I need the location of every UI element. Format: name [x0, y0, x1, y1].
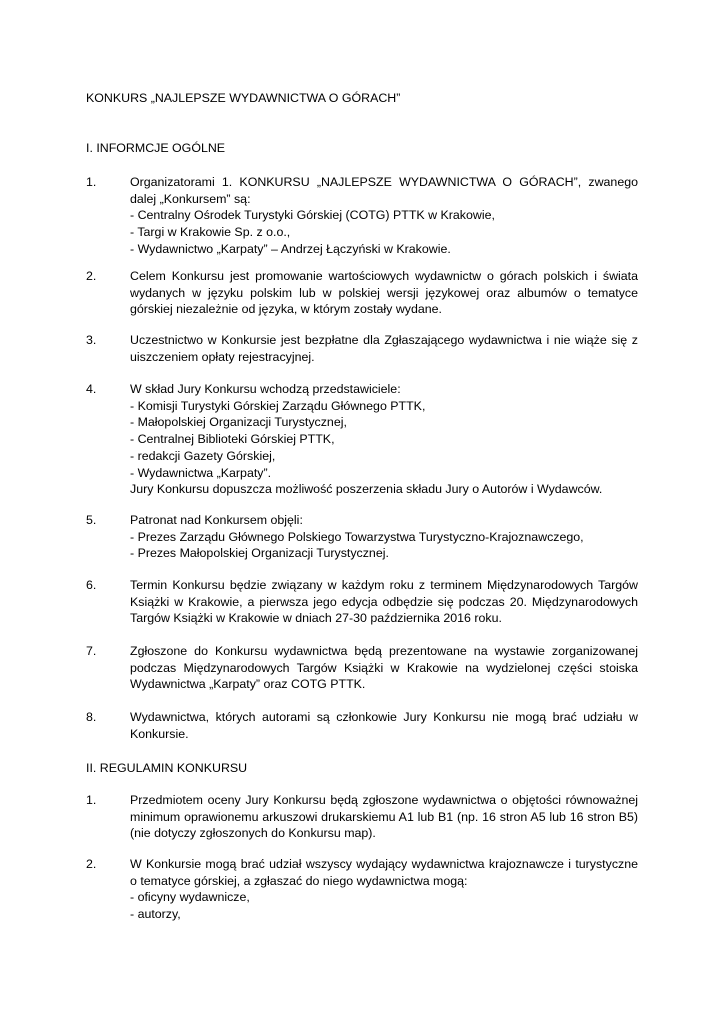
- item-number: 1.: [86, 175, 97, 189]
- organizer-targi: - Targi w Krakowie Sp. z o.o.,: [130, 225, 291, 240]
- item-number: 8.: [86, 710, 97, 724]
- item-text: Uczestnictwo w Konkursie jest bezpłatne dla Zgłaszającego wydawnictwa i nie wiąże się z uiszczeniem opłaty rejestracyjnej.: [130, 333, 638, 364]
- patron-pttk: - Prezes Zarządu Głównego Polskiego Towarzystwa Turystyczno-Krajoznawczego,: [130, 529, 584, 544]
- patron-mot: - Prezes Małopolskiej Organizacji Turystycznej.: [130, 546, 389, 561]
- rules-item-2: [86, 856, 638, 923]
- general-item-8: [86, 709, 638, 742]
- general-item-4: [86, 381, 638, 498]
- organizer-karpaty: - Wydawnictwo „Karpaty” – Andrzej Łączyński w Krakowie.: [130, 241, 451, 256]
- item-text: Zgłoszone do Konkursu wydawnictwa będą prezentowane na wystawie zorganizowanej podczas Międzynarodowych Targów Książki w Krakowie na wydzielonej części stoiska Wydawnictwa „Karpaty” oraz COTG PTTK.: [130, 644, 638, 692]
- general-item-5: [86, 512, 638, 562]
- item-text: Patronat nad Konkursem objęli:: [130, 513, 303, 527]
- general-item-6: [86, 577, 638, 627]
- item-text: Przedmiotem oceny Jury Konkursu będą zgłoszone wydawnictwa o objętości równoważnej minimum oprawionemu arkuszowi drukarskiemu A1 lub B1 (np. 16 stron A5 lub 16 stron B5) (nie dotyczy zgłoszonych do Konkursu map).: [130, 793, 638, 841]
- general-item-3: [86, 332, 638, 365]
- item-number: 2.: [86, 269, 97, 283]
- item-text: Celem Konkursu jest promowanie wartościowych wydawnictw o górach polskich i świata wydanych w języku polskim lub w polskiej wersji językowej oraz albumów o tematyce górskiej niezależnie od języka, w którym zostały wydane.: [130, 269, 638, 317]
- item-number: 2.: [86, 857, 97, 871]
- section-heading-rules: II. REGULAMIN KONKURSU: [86, 761, 248, 775]
- item-number: 7.: [86, 644, 97, 658]
- jury-member-kotg: - Komisji Turystyki Górskiej Zarządu Głównego PTTK,: [130, 398, 426, 413]
- jury-member-karpaty: - Wydawnictwa „Karpaty”.: [130, 465, 272, 480]
- item-number: 5.: [86, 513, 97, 527]
- item-number: 1.: [86, 793, 97, 807]
- item-number: 4.: [86, 382, 97, 396]
- general-item-1: [86, 174, 638, 258]
- jury-member-cbg: - Centralnej Biblioteki Górskiej PTTK,: [130, 432, 335, 447]
- item-number: 3.: [86, 333, 97, 347]
- jury-member-mot: - Małopolskiej Organizacji Turystycznej,: [130, 415, 347, 430]
- item-text: Termin Konkursu będzie związany w każdym roku z terminem Międzynarodowych Targów Książki w Krakowie, a pierwsza jego edycja odbędzie się podczas 20. Międzynarodowych Targów Książki w Krakowie w dniach 27-30 października 2016 roku.: [130, 578, 638, 626]
- jury-member-gazeta: - redakcji Gazety Górskiej,: [130, 448, 276, 463]
- item-text: Organizatorami 1. KONKURSU „NAJLEPSZE WYDAWNICTWA O GÓRACH”, zwanego dalej „Konkursem” są:: [130, 175, 638, 206]
- document-title: KONKURS „NAJLEPSZE WYDAWNICTWA O GÓRACH”: [86, 91, 401, 105]
- item-number: 6.: [86, 578, 97, 592]
- eligible-publishers: - oficyny wydawnicze,: [130, 890, 250, 905]
- general-item-2: [86, 268, 638, 318]
- item-text: Wydawnictwa, których autorami są członkowie Jury Konkursu nie mogą brać udziału w Konkursie.: [130, 710, 638, 741]
- eligible-authors: - autorzy,: [130, 907, 181, 922]
- item-text: W Konkursie mogą brać udział wszyscy wydający wydawnictwa krajoznawcze i turystyczne o tematyce górskiej, a zgłaszać do niego wydawnictwa mogą:: [130, 857, 638, 888]
- section-heading-general: I. INFORMCJE OGÓLNE: [86, 141, 226, 155]
- jury-extension-note: Jury Konkursu dopuszcza możliwość poszerzenia składu Jury o Autorów i Wydawców.: [130, 482, 603, 497]
- organizer-cotg: - Centralny Ośrodek Turystyki Górskiej (COTG) PTTK w Krakowie,: [130, 208, 495, 223]
- general-item-7: [86, 643, 638, 693]
- item-text: W skład Jury Konkursu wchodzą przedstawiciele:: [130, 382, 401, 396]
- rules-item-1: [86, 792, 638, 842]
